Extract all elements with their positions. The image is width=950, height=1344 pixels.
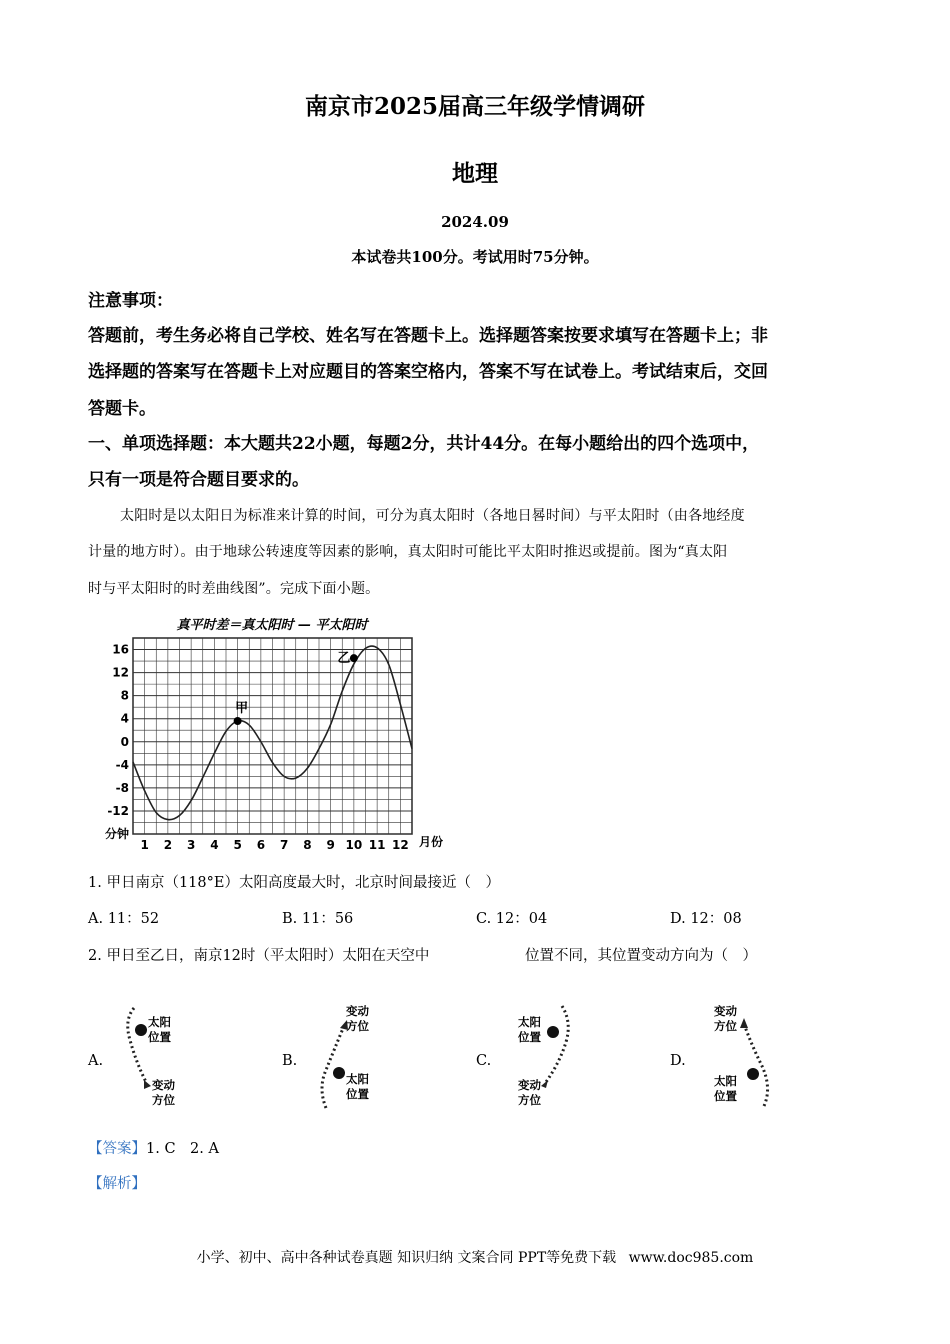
diagram-c-sun-label bbox=[518, 1015, 541, 1045]
diagram-c-change-label-text: 变动 方位 bbox=[518, 1078, 541, 1107]
passage-line-2: 计量的地方时）。由于地球公转速度等因素的影响，真太阳时可能比平太阳时推迟或提前。图为“真太阳 bbox=[88, 544, 728, 560]
subject-title: 地理 bbox=[452, 160, 498, 187]
question-1-option-b[interactable]: B. 11：56 bbox=[282, 911, 354, 927]
diagram-option-d bbox=[700, 1000, 790, 1115]
diagram-d-sun-label-text: 太阳 位置 bbox=[714, 1074, 737, 1103]
x-tick-label: 12 bbox=[392, 838, 409, 852]
annotation-point bbox=[350, 654, 358, 662]
question-1-text: 1. 甲日南京（118°E）太阳高度最大时，北京时间最接近（ ） bbox=[88, 875, 500, 891]
exam-title: 南京市2025届高三年级学情调研 bbox=[304, 93, 645, 120]
question-1-option-d[interactable]: D. 12：08 bbox=[670, 911, 742, 927]
chart-title: 真平时差＝真太阳时 — 平太阳时 bbox=[176, 618, 368, 633]
y-tick-label: 8 bbox=[120, 688, 129, 703]
notice-line-1: 答题前，考生务必将自己学校、姓名写在答题卡上。选择题答案按要求填写在答题卡上；非 bbox=[88, 326, 768, 346]
passage-line-3: 时与平太阳时的时差曲线图”。完成下面小题。 bbox=[88, 581, 380, 597]
question-1-option-a[interactable]: A. 11：52 bbox=[88, 911, 160, 927]
diagram-b-change-label-text: 变动 方位 bbox=[346, 1004, 369, 1033]
passage-line-1: 太阳时是以太阳日为标准来计算的时间，可分为真太阳时（各地日晷时间）与平太阳时（由各地经度 bbox=[120, 508, 745, 524]
notice-heading: 注意事项： bbox=[88, 291, 173, 311]
x-axis-ticks bbox=[140, 838, 408, 852]
x-tick-label: 5 bbox=[233, 838, 242, 852]
x-tick-label: 7 bbox=[279, 838, 289, 852]
sun-dot-icon bbox=[547, 1026, 559, 1038]
footer-url[interactable]: www.doc985.com bbox=[628, 1250, 754, 1266]
question-2-option-a[interactable]: A. bbox=[88, 1053, 104, 1069]
chart-svg bbox=[100, 612, 444, 862]
x-axis-label: 月份 bbox=[418, 835, 444, 849]
annotation-label: 甲 bbox=[235, 701, 249, 717]
x-tick-label: 11 bbox=[368, 838, 386, 852]
question-1-option-c[interactable]: C. 12：04 bbox=[476, 911, 548, 927]
answer-label: 【答案】 bbox=[88, 1141, 146, 1157]
diagram-a-sun-label-text: 太阳 位置 bbox=[148, 1015, 171, 1044]
analysis-line bbox=[88, 1172, 146, 1193]
y-tick-label: 0 bbox=[120, 734, 129, 749]
page-footer bbox=[0, 1247, 950, 1267]
question-2-option-c[interactable]: C. bbox=[476, 1053, 492, 1069]
question-2-option-d[interactable]: D. bbox=[670, 1053, 686, 1069]
diagram-d-change-label bbox=[714, 1004, 737, 1034]
diagram-a-sun-label bbox=[148, 1015, 171, 1045]
diagram-b-sun-label bbox=[346, 1072, 369, 1102]
x-tick-label: 6 bbox=[256, 838, 266, 852]
x-tick-label: 10 bbox=[345, 838, 363, 852]
notice-line-3: 答题卡。 bbox=[88, 399, 156, 419]
y-tick-label: -4 bbox=[115, 757, 129, 772]
x-tick-label: 2 bbox=[163, 838, 173, 852]
sun-dot-icon bbox=[333, 1067, 345, 1079]
sun-dot-icon bbox=[747, 1068, 759, 1080]
exam-date: 2024.09 bbox=[441, 213, 509, 231]
x-tick-label: 4 bbox=[210, 838, 219, 852]
equation-of-time-chart bbox=[100, 612, 444, 862]
x-tick-label: 8 bbox=[303, 838, 312, 852]
question-2-option-b[interactable]: B. bbox=[282, 1053, 298, 1069]
diagram-b-sun-label-text: 太阳 位置 bbox=[346, 1072, 369, 1101]
analysis-label: 【解析】 bbox=[88, 1176, 146, 1192]
diagram-c-change-label bbox=[518, 1078, 541, 1108]
footer-text: 小学、初中、高中各种试卷真题 知识归纳 文案合同 PPT等免费下载 bbox=[196, 1250, 617, 1266]
diagram-c-sun-label-text: 太阳 位置 bbox=[518, 1015, 541, 1044]
exam-info: 本试卷共100分。考试用时75分钟。 bbox=[351, 248, 599, 266]
y-axis-label: 分钟 bbox=[104, 827, 130, 841]
x-tick-label: 9 bbox=[326, 838, 335, 852]
diagram-b-change-label bbox=[346, 1004, 369, 1034]
chart-grid bbox=[133, 638, 412, 834]
annotation-point bbox=[234, 717, 242, 725]
question-2-text-a: 2. 甲日至乙日，南京12时（平太阳时）太阳在天空中 bbox=[88, 948, 430, 964]
section-line-2: 只有一项是符合题目要求的。 bbox=[88, 470, 309, 490]
diagram-option-c bbox=[506, 1000, 596, 1115]
y-tick-label: 12 bbox=[112, 665, 129, 680]
sun-dot-icon bbox=[135, 1024, 147, 1036]
answer-text: 1. C 2. A bbox=[146, 1141, 219, 1157]
diagram-option-b bbox=[312, 1000, 402, 1115]
diagram-option-a bbox=[118, 1000, 208, 1115]
y-tick-label: 4 bbox=[120, 711, 129, 726]
y-tick-label: 16 bbox=[112, 642, 129, 657]
annotation-label: 乙 bbox=[337, 651, 351, 667]
section-line-1: 一、单项选择题：本大题共22小题，每题2分，共计44分。在每小题给出的四个选项中， bbox=[88, 434, 760, 454]
diagram-d-sun-label bbox=[714, 1074, 737, 1104]
diagram-a-change-label bbox=[152, 1078, 175, 1108]
question-2-text-b: 位置不同，其位置变动方向为（ ） bbox=[525, 948, 757, 964]
x-tick-label: 1 bbox=[140, 838, 149, 852]
answer-line bbox=[88, 1137, 219, 1158]
x-tick-label: 3 bbox=[186, 838, 196, 852]
notice-line-2: 选择题的答案写在答题卡上对应题目的答案空格内，答案不写在试卷上。考试结束后，交回 bbox=[88, 362, 768, 382]
diagram-a-change-label-text: 变动 方位 bbox=[152, 1078, 175, 1107]
y-tick-label: -8 bbox=[115, 780, 129, 795]
diagram-d-change-label-text: 变动 方位 bbox=[714, 1004, 737, 1033]
y-axis-ticks bbox=[107, 643, 129, 818]
y-tick-label: -12 bbox=[107, 803, 129, 818]
